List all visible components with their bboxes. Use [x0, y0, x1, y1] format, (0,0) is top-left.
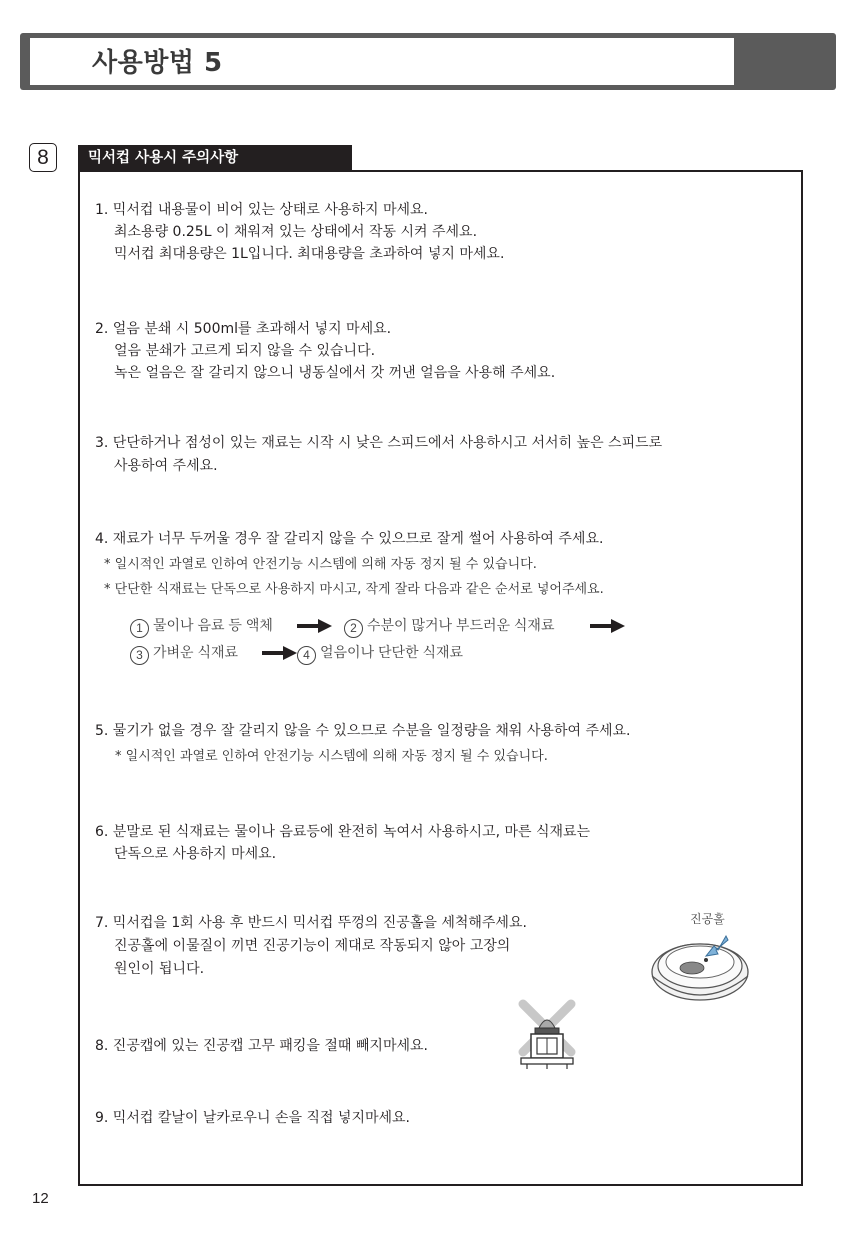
- item-5-note-1: * 일시적인 과열로 인하여 안전기능 시스템에 의해 자동 정지 될 수 있습니다.: [115, 749, 548, 764]
- sequence-step-4: [297, 642, 463, 665]
- sequence-step-label: 얼음이나 단단한 식재료: [320, 644, 464, 660]
- page-number: 12: [32, 1190, 49, 1207]
- page-title: 사용방법 5: [92, 48, 223, 78]
- item-7-line-1: 7. 믹서컵을 1회 사용 후 반드시 믹서컵 뚜껑의 진공홀을 세척해주세요.: [95, 915, 527, 931]
- item-8-line-1: 8. 진공캡에 있는 진공캡 고무 패킹을 절때 빼지마세요.: [95, 1038, 428, 1054]
- sequence-step-3: [130, 642, 238, 665]
- arrow-right-icon: [590, 619, 626, 633]
- step-number-badge: 3: [130, 646, 149, 665]
- arrow-right-icon: [262, 646, 298, 660]
- item-9-line-1: 9. 믹서컵 칼날이 날카로우니 손을 직접 넣지마세요.: [95, 1110, 410, 1126]
- item-5-line-1: 5. 물기가 없을 경우 잘 갈리지 않을 수 있으므로 수분을 일정량을 채워 사용하여 주세요.: [95, 723, 631, 739]
- step-number-badge: 1: [130, 619, 149, 638]
- item-4-line-1: 4. 재료가 너무 두꺼울 경우 잘 갈리지 않을 수 있으므로 잘게 썰어 사용하여 주세요.: [95, 531, 604, 547]
- item-4-note-1: * 일시적인 과열로 인하여 안전기능 시스템에 의해 자동 정지 될 수 있습니다.: [104, 557, 537, 572]
- item-2-line-2: 얼음 분쇄가 고르게 되지 않을 수 있습니다.: [114, 343, 376, 359]
- vacuum-hole-label: 진공홀: [690, 912, 725, 926]
- sequence-step-label: 가벼운 식재료: [153, 644, 239, 660]
- item-3-line-1: 3. 단단하거나 점성이 있는 재료는 시작 시 낮은 스피드에서 사용하시고 서서히 높은 스피드로: [95, 435, 663, 451]
- sequence-step-label: 수분이 많거나 부드러운 식재료: [367, 617, 555, 633]
- arrow-right-icon: [297, 619, 333, 633]
- item-6-line-1: 6. 분말로 된 식재료는 물이나 음료등에 완전히 녹여서 사용하시고, 마른 식재료는: [95, 824, 591, 840]
- vacuum-lid-illustration: [648, 924, 750, 1008]
- item-1-line-3: 믹서컵 최대용량은 1L입니다. 최대용량을 초과하여 넣지 마세요.: [114, 246, 505, 262]
- item-2-line-1: 2. 얼음 분쇄 시 500ml를 초과해서 넣지 마세요.: [95, 321, 392, 337]
- sequence-step-2: [344, 615, 554, 638]
- vacuum-cap-illustration: [513, 998, 579, 1072]
- sequence-step-label: 물이나 음료 등 액체: [153, 617, 273, 633]
- item-4-note-2: * 단단한 식재료는 단독으로 사용하지 마시고, 작게 잘라 다음과 같은 순서로 넣어주세요.: [104, 582, 604, 597]
- item-1-line-1: 1. 믹서컵 내용물이 비어 있는 상태로 사용하지 마세요.: [95, 202, 428, 218]
- step-number-badge: 2: [344, 619, 363, 638]
- section-title: 믹서컵 사용시 주의사항: [78, 145, 352, 171]
- section-number: 8: [29, 143, 57, 172]
- item-7-line-3: 원인이 됩니다.: [114, 961, 205, 977]
- item-7-line-2: 진공홀에 이물질이 끼면 진공기능이 제대로 작동되지 않아 고장의: [114, 938, 511, 954]
- item-3-line-2: 사용하여 주세요.: [114, 458, 218, 474]
- sequence-step-1: [130, 615, 273, 638]
- item-1-line-2: 최소용량 0.25L 이 채워져 있는 상태에서 작동 시켜 주세요.: [114, 224, 478, 240]
- item-6-line-2: 단독으로 사용하지 마세요.: [114, 846, 277, 862]
- step-number-badge: 4: [297, 646, 316, 665]
- item-2-line-3: 녹은 얼음은 잘 갈리지 않으니 냉동실에서 갓 꺼낸 얼음을 사용해 주세요.: [114, 365, 556, 381]
